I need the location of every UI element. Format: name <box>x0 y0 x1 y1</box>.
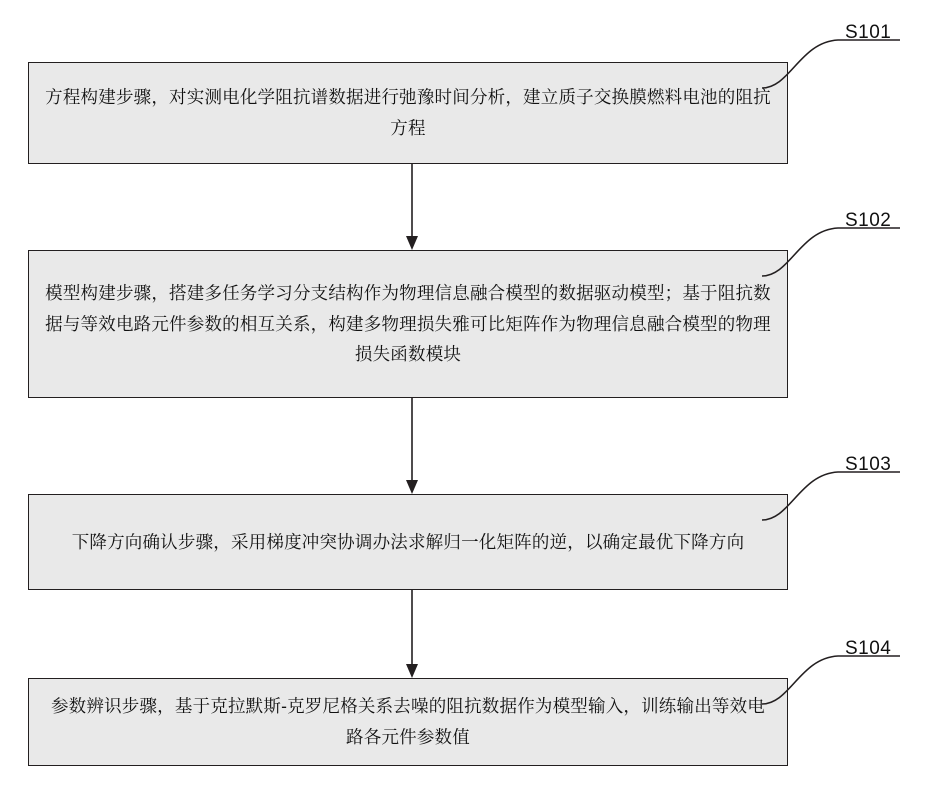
process-step-s104 <box>28 678 788 766</box>
process-step-s104-text: 参数辨识步骤，基于克拉默斯-克罗尼格关系去噪的阻抗数据作为模型输入，训练输出等效电路各元件参数值 <box>50 696 766 747</box>
step-label-s103: S103 <box>845 454 892 475</box>
step-label-s101: S101 <box>845 22 892 43</box>
step-label-s104: S104 <box>845 638 892 659</box>
step-label-s102: S102 <box>845 210 892 231</box>
process-step-s102 <box>28 250 788 398</box>
process-step-s103-text: 下降方向确认步骤，采用梯度冲突协调办法求解归一化矩阵的逆，以确定最优下降方向 <box>71 531 745 552</box>
process-step-s103 <box>28 494 788 590</box>
process-step-s101-text: 方程构建步骤，对实测电化学阻抗谱数据进行弛豫时间分析，建立质子交换膜燃料电池的阻抗方程 <box>45 87 771 138</box>
process-step-s102-text: 模型构建步骤，搭建多任务学习分支结构作为物理信息融合模型的数据驱动模型；基于阻抗数据与等效电路元件参数的相互关系，构建多物理损失雅可比矩阵作为物理信息融合模型的物理损失函数模块 <box>45 283 771 365</box>
process-step-s101 <box>28 62 788 164</box>
connector-arrow-1 <box>400 164 424 250</box>
connector-arrow-2 <box>400 398 424 494</box>
connector-arrow-3 <box>400 590 424 678</box>
